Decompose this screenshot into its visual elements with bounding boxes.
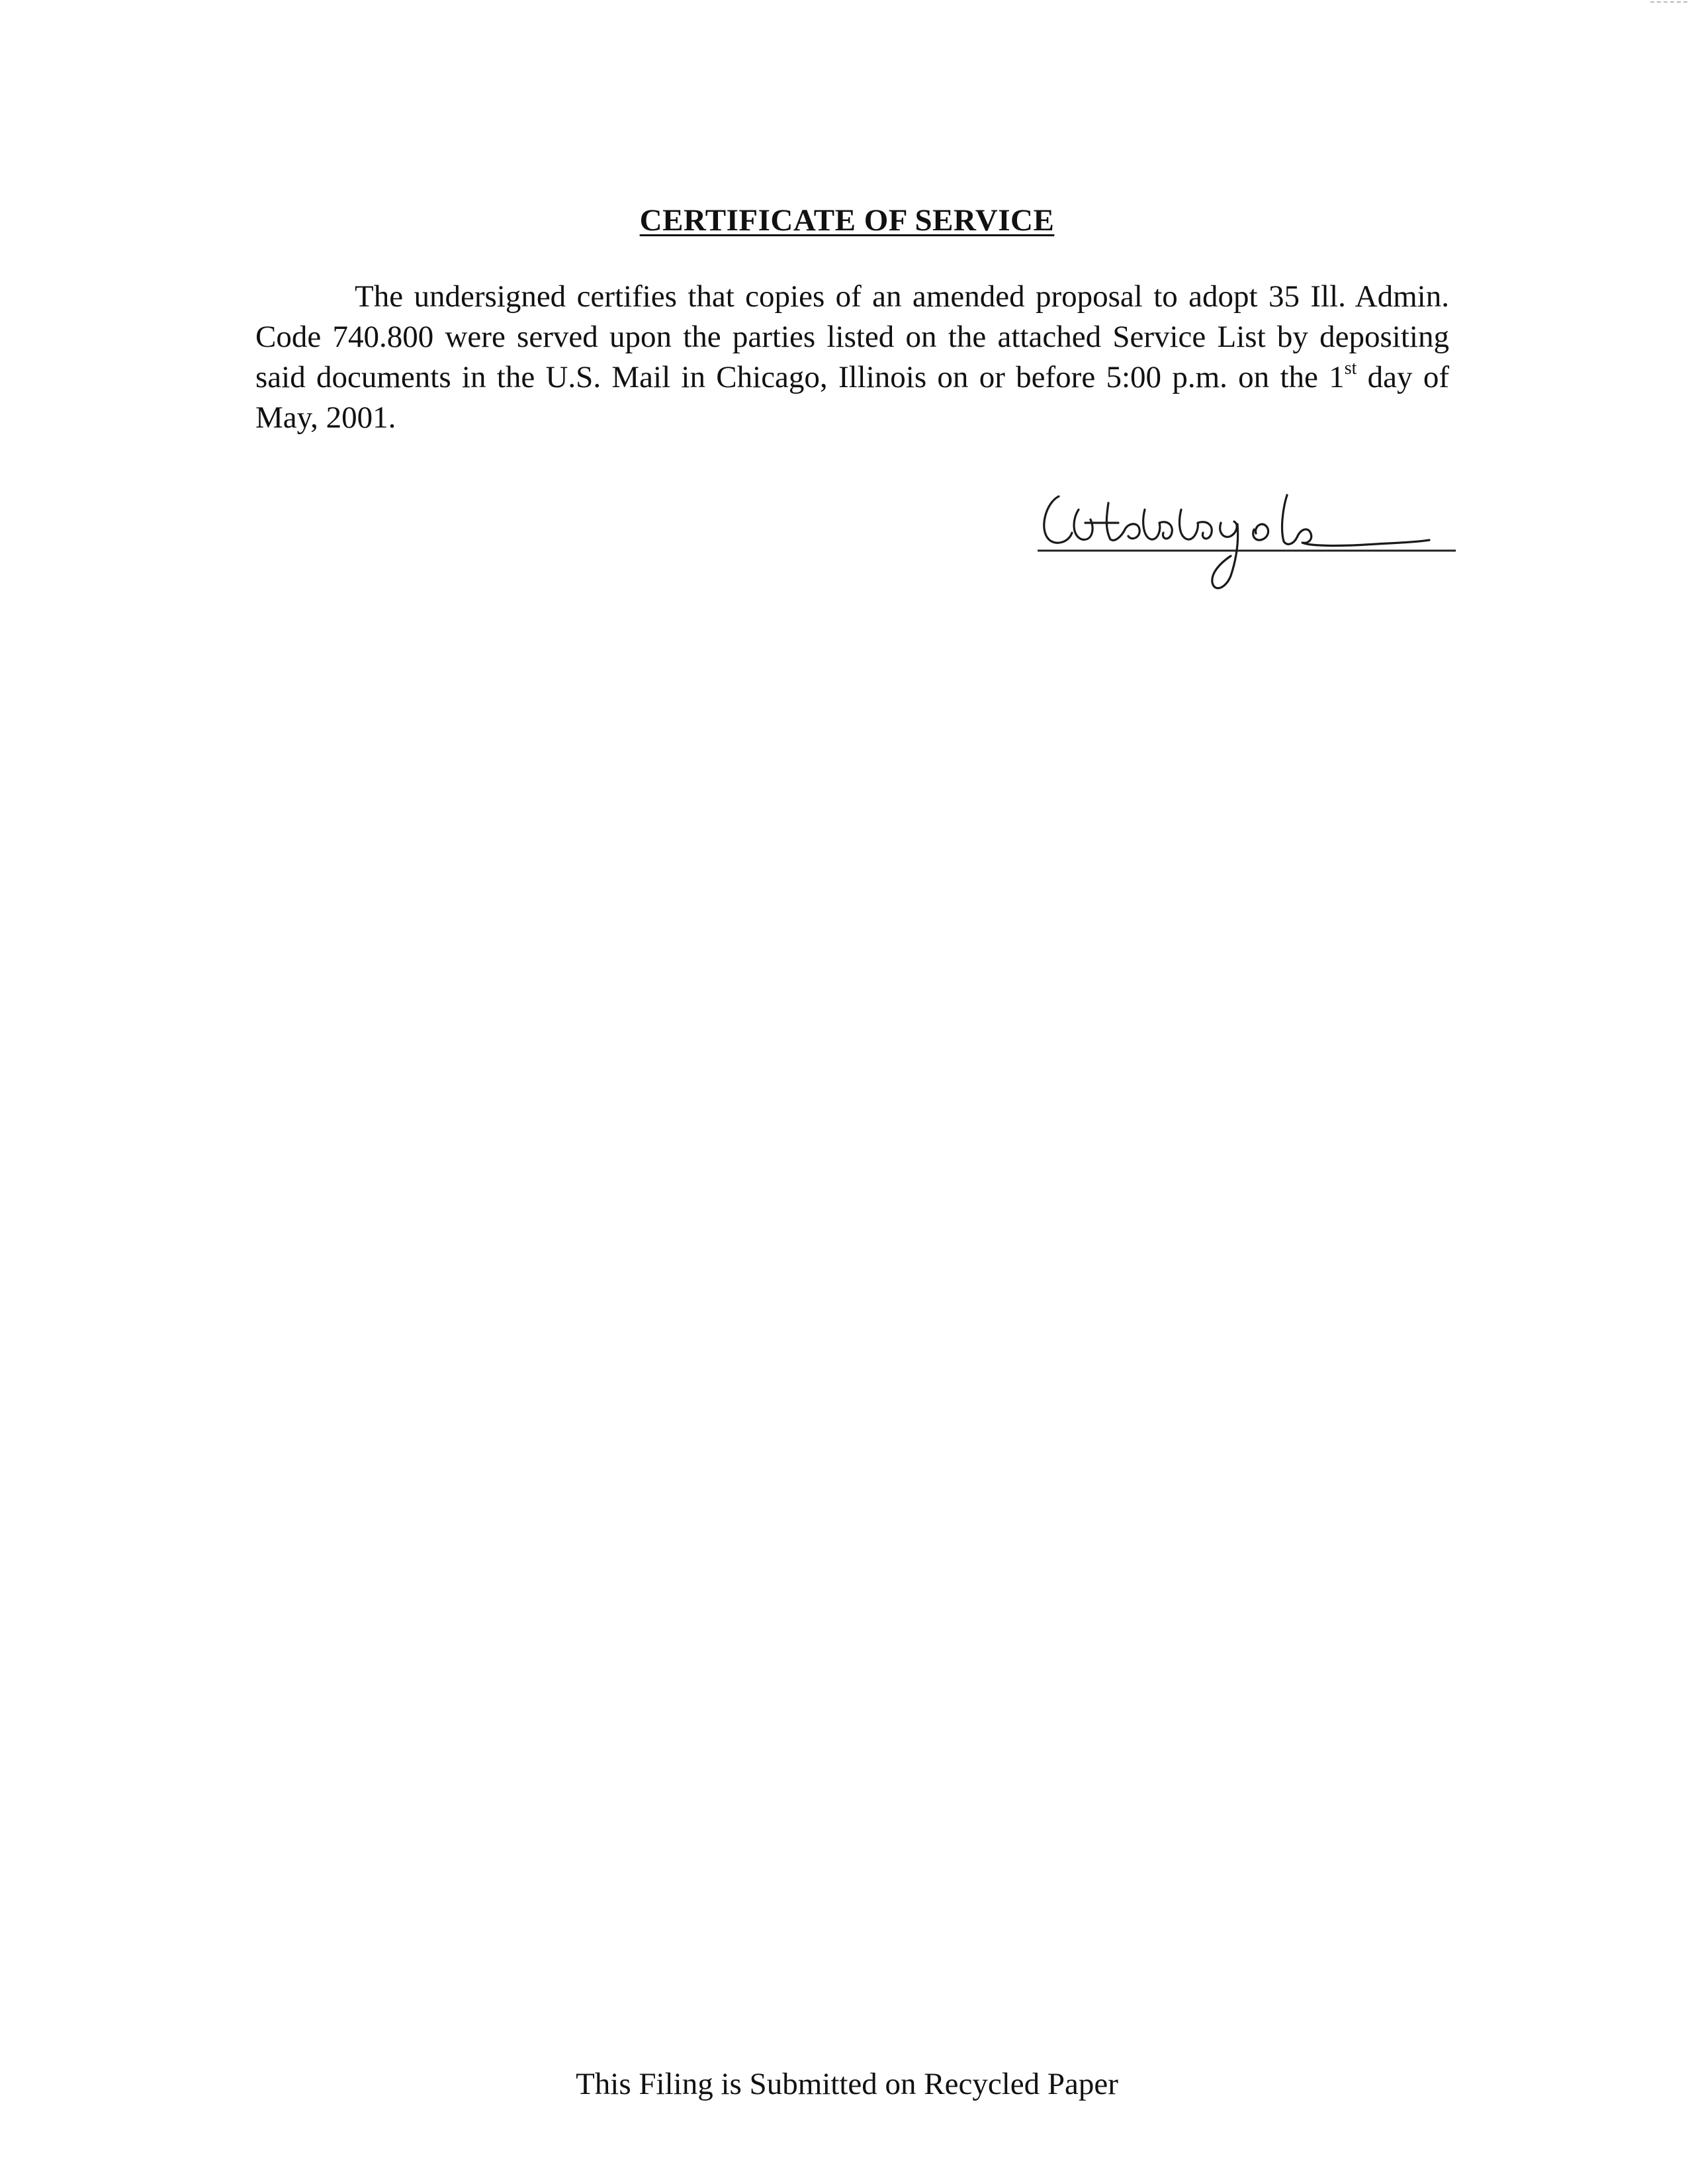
certificate-paragraph [255, 277, 1449, 438]
scan-artifact [1650, 0, 1690, 4]
footer-note: This Filing is Submitted on Recycled Paper [576, 2067, 1118, 2101]
paragraph-text-end: day of May, 2001. [255, 360, 1449, 435]
paragraph-text-main: The undersigned certifies that copies of an amended proposal to adopt 35 Ill. Admin. Code 740.800 were served upon the parties listed on the attached Service List by depositing said documents in the U.S. Mail in Chicago, Illinois on or before 5:00 p.m. on the 1 [255, 279, 1449, 394]
handwritten-signature [1032, 483, 1462, 602]
ordinal-superscript: st [1344, 358, 1357, 379]
page-title: CERTIFICATE OF SERVICE [639, 203, 1055, 238]
